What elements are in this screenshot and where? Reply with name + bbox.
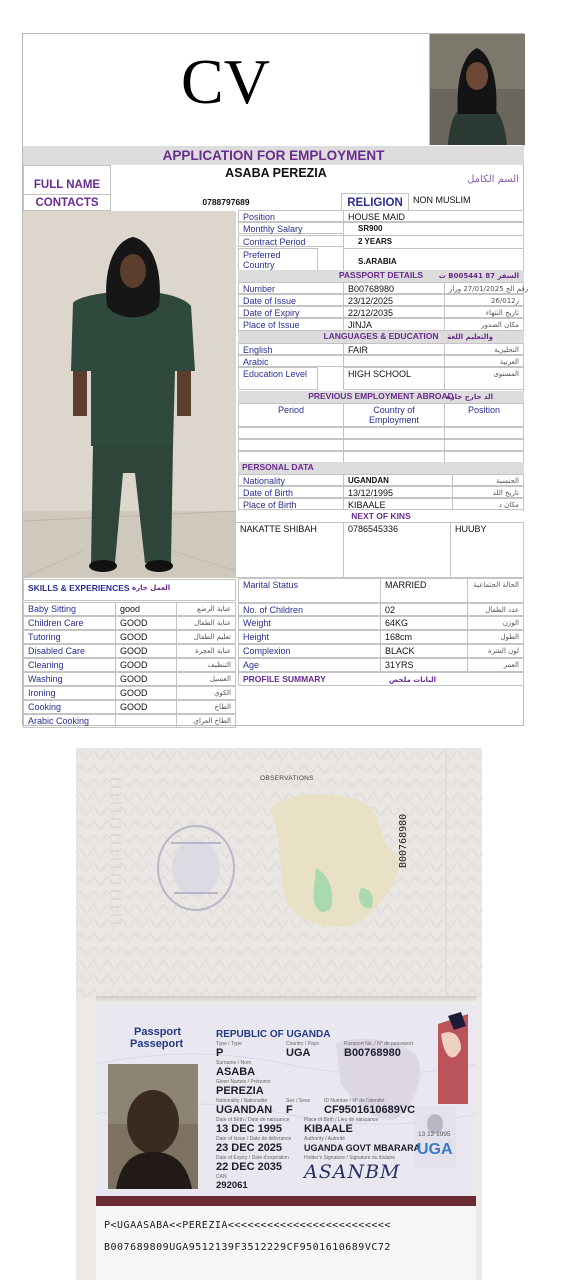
skill-arabic: عناية الطفال [176,616,236,630]
previous-employment-title-ar: الد خارج خارة [446,393,493,401]
passport-scan [76,748,482,1280]
nationality-pp: UGANDAN [216,1104,273,1116]
skill-arabic: عناية العجزة [176,644,236,658]
expiry-date-label: Date of Expiry [238,306,344,318]
passport-spine [96,996,476,1004]
employment-row [238,439,344,451]
physical-value: 31YRS [380,658,468,672]
physical-arabic: العمر [467,658,524,672]
english-value: FAIR [343,343,445,355]
kin-relation: HUUBY [450,522,524,578]
skill-value: GOOD [115,700,177,714]
physical-arabic: الوزن [467,616,524,630]
skills-title: SKILLS & EXPERIENCES [28,583,130,593]
physical-value: 168cm [380,630,468,644]
skill-value: GOOD [115,630,177,644]
cv-document [22,33,529,726]
number-label: Passport No. / N° de passeport [344,1041,413,1047]
nin-label: ID Number / N° de l'identité [324,1098,385,1104]
skill-value: GOOD [115,616,177,630]
nationality-value: UGANDAN [343,474,453,486]
skills-header [23,579,236,601]
personal-data-bar [238,462,524,474]
place-of-issue-ar: مكان الصدور [444,318,524,331]
skill-label: Cleaning [23,658,116,672]
pob-value: KIBAALE [343,498,453,510]
authority-label-pp: Authority / Autorité [304,1136,345,1142]
skill-value: good [115,602,177,616]
physical-arabic: الحالة الجتماعية [467,578,524,603]
english-ar: النجليزية [444,343,524,355]
application-title: APPLICATION FOR EMPLOYMENT [162,148,385,163]
nationality-label: Nationality [238,474,344,486]
ghost-code: UGA [417,1141,453,1158]
physical-label: Complexion [238,644,381,658]
can-pp: 292061 [216,1180,248,1191]
profile-summary-row [238,672,524,686]
country-code: UGA [286,1047,311,1059]
observations-page [76,748,482,998]
application-title-bar [23,146,524,165]
can-label-pp: CAN [216,1174,227,1180]
expiry-date-value: 22/12/2035 [343,306,445,318]
education-label: Education Level [238,367,318,390]
next-of-kins-bar [238,511,524,522]
country-title: REPUBLIC OF UGANDA [216,1029,331,1040]
education-value: HIGH SCHOOL [343,367,445,390]
employment-row [444,427,524,439]
country-employment-header: Country of Employment [343,403,445,427]
mrz-line-1: P<UGAASABA<<PEREZIA<<<<<<<<<<<<<<<<<<<<<<<<< [104,1220,391,1231]
physical-value: MARRIED [380,578,468,603]
religion-value: NON MUSLIM [413,195,471,205]
previous-employment-title: PREVIOUS EMPLOYMENT ABROAD [308,391,454,401]
skill-label: Children Care [23,616,116,630]
arabic-label: Arabic [238,355,344,367]
passeport-label: Passeport [130,1038,184,1050]
sex-label: Sex / Sexe [286,1098,311,1104]
personal-data-title: PERSONAL DATA [242,462,314,472]
observations-label: OBSERVATIONS [260,775,314,782]
dob-pp: 13 DEC 1995 [216,1123,283,1135]
holder-signature: ASANBM [304,1161,401,1183]
skill-arabic: الطاخ العراي [176,714,236,728]
physical-label: Height [238,630,381,644]
passport-type: P [216,1047,224,1059]
arabic-value [343,355,445,367]
skill-label: Cooking [23,700,116,714]
dob-label-pp: Date of Birth / Date de naissance [216,1117,290,1123]
issue-date-value: 23/12/2025 [343,294,445,306]
physical-value: 64KG [380,616,468,630]
kin-phone: 0786545336 [343,522,451,578]
period-header: Period [238,403,344,427]
dob-ar: تاريخ اللد [452,486,524,498]
doi-pp: 23 DEC 2025 [216,1142,283,1154]
position-value: HOUSE MAID [343,210,524,222]
employment-row [343,439,445,451]
preferred-country-value: S.ARABIA [343,248,524,271]
doe-pp: 22 DEC 2035 [216,1161,283,1173]
sex-pp: F [286,1104,293,1116]
skill-label: Disabled Care [23,644,116,658]
given-names-value: PEREZIA [216,1085,264,1097]
preferred-country-label: Preferred Country [238,248,318,271]
passport-side-number: B00768980 [398,813,409,868]
passport-no: B00768980 [344,1047,401,1059]
skill-label: Tutoring [23,630,116,644]
skill-arabic: عناية الرضع [176,602,236,616]
profile-summary-title: PROFILE SUMMARY [243,674,326,684]
arabic-ar: العربية [444,355,524,367]
physical-arabic: لون الشرة [467,644,524,658]
skill-arabic: الغسيل [176,672,236,686]
dob-value: 13/12/1995 [343,486,453,498]
full-body-photo [23,211,236,578]
salary-label: Monthly Salary [238,222,344,234]
data-page [96,1004,476,1280]
nin-pp: CF9501610689VC [324,1104,416,1116]
contract-value: 2 YEARS [343,235,524,249]
religion-label: RELIGION [341,193,409,211]
doe-label-pp: Date of Expiry / Date d'expiration [216,1155,289,1161]
contract-label: Contract Period [238,235,344,247]
passport-label: Passport [134,1026,182,1038]
doi-label-pp: Date of Issue / Date de délivrance [216,1136,292,1142]
english-label: English [238,343,344,355]
profile-summary-ar: البانات ملخص [389,676,437,684]
physical-value: 02 [380,603,468,616]
pob-ar: مكان د [452,498,524,510]
passport-details-title: PASSPORT DETAILS [338,270,424,280]
languages-title: LANGUAGES & EDUCATION [323,331,439,341]
employment-row [444,439,524,451]
expiry-date-ar: تاريخ النتهاء [444,306,524,318]
place-of-issue-label: Place of Issue [238,318,344,331]
pob-pp: KIBAALE [304,1123,353,1135]
contacts-value: 0788797689 [202,197,250,207]
physical-arabic: عدد الطفال [467,603,524,616]
skill-arabic: الطاخ [176,700,236,714]
skill-value: GOOD [115,658,177,672]
position-header: Position [444,403,524,427]
passport-number-ar: رقم الج 27/01/2025 وراز [444,282,524,294]
employment-row [343,427,445,439]
full-name-label: FULL NAME [23,165,111,195]
passport-details-title-ar: ت B005441 87 السفر [438,272,519,280]
cv-title: CV [181,46,270,117]
issue-date-ar: 26/012ر [444,294,524,306]
portrait-photo [429,34,524,145]
code-label: Country / Pays [286,1041,319,1047]
skills-title-ar: العمل خارة [132,584,171,592]
passport-number-value: B00768980 [343,282,445,294]
skill-arabic: الكوي [176,686,236,700]
authority-pp: UGANDA GOVT MBARARA [304,1143,421,1153]
physical-label: Marital Status [238,578,381,603]
skill-value: GOOD [115,686,177,700]
type-label: Type / Type [216,1041,242,1047]
skill-value: GOOD [115,644,177,658]
skill-label: Ironing [23,686,116,700]
passport-number-label: Number [238,282,344,294]
full-name-arabic: السم الكامل [467,174,519,185]
skill-arabic: تعليم الطفال [176,630,236,644]
signature-label-pp: Holder's Signature / Signature du titulaire [304,1155,396,1161]
pob-label-pp: Place of Birth / Lieu de naissance [304,1117,379,1123]
ghost-date: 13 12 1995 [418,1131,451,1138]
skill-label: Baby Sitting [23,602,116,616]
skill-label: Arabic Cooking [23,714,116,728]
full-name-value: ASABA PEREZIA [225,166,327,180]
mrz-line-2: B007689809UGA9512139F3512229CF9501610689VC72 [104,1242,391,1253]
surname-label: Surname / Nom [216,1060,252,1066]
nationality-ar: الجنسية [452,474,524,486]
pob-label: Place of Birth [238,498,344,510]
place-of-issue-value: JINJA [343,318,445,331]
next-of-kins-title: NEXT OF KINS [351,511,411,521]
kin-name: NAKATTE SHIBAH [236,522,344,578]
nationality-label-pp: Nationality / Nationalité [216,1098,268,1104]
education-ar: المستوى [444,367,524,390]
skill-value: GOOD [115,672,177,686]
physical-label: Age [238,658,381,672]
skill-label: Washing [23,672,116,686]
languages-title-ar: والتعليم اللغة [447,333,493,341]
physical-label: No. of Children [238,603,381,616]
skill-arabic: التنظيف [176,658,236,672]
physical-value: BLACK [380,644,468,658]
employment-row [238,427,344,439]
salary-value: SR900 [343,222,524,236]
issue-date-label: Date of Issue [238,294,344,306]
position-label: Position [238,210,344,222]
physical-arabic: الطول [467,630,524,644]
physical-label: Weight [238,616,381,630]
contacts-label: CONTACTS [23,195,111,211]
given-names-label: Given Names / Prénoms [216,1079,271,1085]
dob-label: Date of Birth [238,486,344,498]
skill-value [115,714,177,728]
surname-value: ASABA [216,1066,256,1078]
